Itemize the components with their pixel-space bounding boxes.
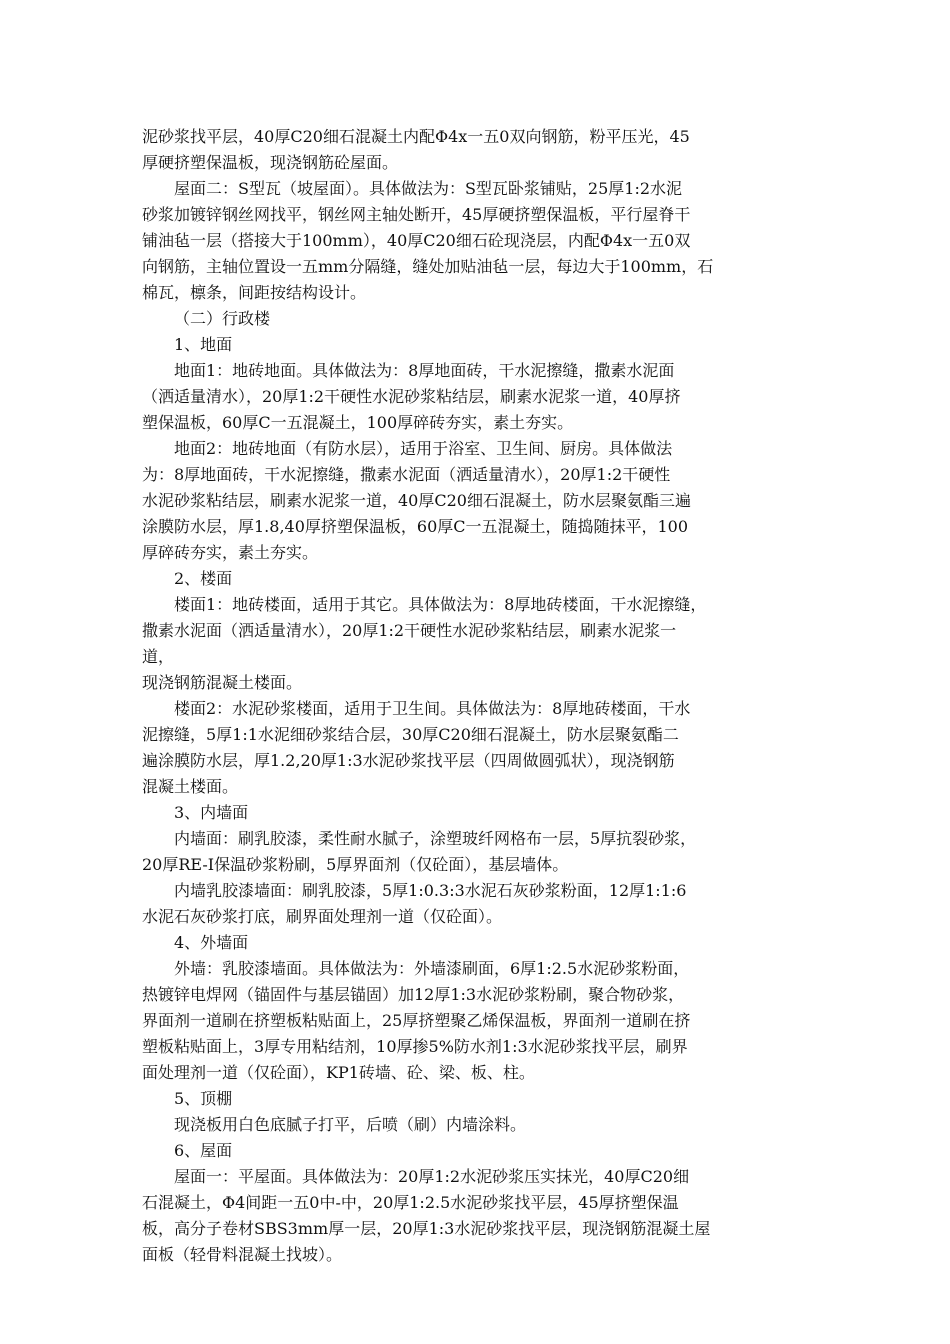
document-body	[142, 124, 812, 1268]
text-line: 屋面二：S型瓦（坡屋面）。具体做法为：S型瓦卧浆铺贴，25厚1:2水泥	[174, 179, 683, 198]
text-line: 道，	[142, 647, 175, 666]
text-line: 遍涂膜防水层，厚1.2,20厚1:3水泥砂浆找平层（四周做圆弧状），现浇钢筋	[142, 751, 675, 770]
text-line: 向钢筋，主轴位置设一五mm分隔缝，缝处加贴油毡一层，每边大于100mm，石	[142, 257, 714, 276]
text-line: 1、地面	[174, 335, 233, 354]
text-line: 地面1：地砖地面。具体做法为：8厚地面砖，干水泥擦缝，撒素水泥面	[174, 361, 675, 380]
text-line: 3、内墙面	[174, 803, 249, 822]
text-line: 石混凝土，Φ4间距一五0中-中，20厚1:2.5水泥砂浆找平层，45厚挤塑保温	[142, 1193, 679, 1212]
text-line: 板，高分子卷材SBS3mm厚一层，20厚1:3水泥砂浆找平层，现浇钢筋混凝土屋	[142, 1219, 711, 1238]
text-line: 屋面一：平屋面。具体做法为：20厚1:2水泥砂浆压实抹光，40厚C20细	[174, 1167, 690, 1186]
text-line: 4、外墙面	[174, 933, 249, 952]
text-line: 水泥砂浆粘结层，刷素水泥浆一道，40厚C20细石混凝土，防水层聚氨酯三遍	[142, 491, 691, 510]
text-line: 6、屋面	[174, 1141, 233, 1160]
text-line: 棉瓦，檩条，间距按结构设计。	[142, 283, 367, 302]
text-line: 泥擦缝，5厚1:1水泥细砂浆结合层，30厚C20细石混凝土，防水层聚氨酯二	[142, 725, 679, 744]
text-line: 地面2：地砖地面（有防水层），适用于浴室、卫生间、厨房。具体做法	[174, 439, 673, 458]
text-line: 界面剂一道刷在挤塑板粘贴面上，25厚挤塑聚乙烯保温板，界面剂一道刷在挤	[142, 1011, 691, 1030]
text-line: 外墙：乳胶漆墙面。具体做法为：外墙漆刷面，6厚1:2.5水泥砂浆粉面，	[174, 959, 690, 978]
text-line: 热镀锌电焊网（锚固件与基层锚固）加12厚1:3水泥砂浆粉刷，聚合物砂浆，	[142, 985, 685, 1004]
text-line: 5、顶棚	[174, 1089, 233, 1108]
text-line: （洒适量清水），20厚1:2干硬性水泥砂浆粘结层，刷素水泥浆一道，40厚挤	[142, 387, 681, 406]
text-line: 内墙乳胶漆墙面：刷乳胶漆，5厚1:0.3:3水泥石灰砂浆粉面，12厚1:1:6	[174, 881, 687, 900]
text-line: 内墙面：刷乳胶漆，柔性耐水腻子，涂塑玻纤网格布一层，5厚抗裂砂浆，	[174, 829, 697, 848]
text-line: （二）行政楼	[174, 309, 271, 328]
text-line: 20厚RE-I保温砂浆粉刷，5厚界面剂（仅砼面），基层墙体。	[142, 855, 569, 874]
text-line: 塑保温板，60厚C一五混凝土，100厚碎砖夯实，素土夯实。	[142, 413, 574, 432]
text-line: 涂膜防水层，厚1.8,40厚挤塑保温板，60厚C一五混凝土，随捣随抹平，100	[142, 517, 689, 536]
text-line: 厚碎砖夯实，素土夯实。	[142, 543, 319, 562]
text-line: 面处理剂一道（仅砼面），KP1砖墙、砼、梁、板、柱。	[142, 1063, 535, 1082]
text-line: 现浇钢筋混凝土楼面。	[142, 673, 303, 692]
text-line: 砂浆加镀锌钢丝网找平，钢丝网主轴处断开，45厚硬挤塑保温板，平行屋脊干	[142, 205, 691, 224]
text-line: 现浇板用白色底腻子打平，后喷（刷）内墙涂料。	[174, 1115, 527, 1134]
text-line: 泥砂浆找平层，40厚C20细石混凝土内配Φ4x一五0双向钢筋，粉平压光，45	[142, 127, 690, 146]
text-line: 面板（轻骨料混凝土找坡）。	[142, 1245, 343, 1264]
text-line: 撒素水泥面（洒适量清水），20厚1:2干硬性水泥砂浆粘结层，刷素水泥浆一	[142, 621, 677, 640]
text-line: 塑板粘贴面上，3厚专用粘结剂，10厚掺5%防水剂1:3水泥砂浆找平层，刷界	[142, 1037, 688, 1056]
text-line: 混凝土楼面。	[142, 777, 239, 796]
text-line: 厚硬挤塑保温板，现浇钢筋砼屋面。	[142, 153, 399, 172]
text-line: 为：8厚地面砖，干水泥擦缝，撒素水泥面（洒适量清水），20厚1:2干硬性	[142, 465, 671, 484]
text-line: 水泥石灰砂浆打底，刷界面处理剂一道（仅砼面）。	[142, 907, 503, 926]
text-line: 楼面1：地砖楼面，适用于其它。具体做法为：8厚地砖楼面，干水泥擦缝，	[174, 595, 707, 614]
text-line: 铺油毡一层（搭接大于100mm），40厚C20细石砼现浇层，内配Φ4x一五0双	[142, 231, 691, 250]
text-line: 楼面2：水泥砂浆楼面，适用于卫生间。具体做法为：8厚地砖楼面，干水	[174, 699, 691, 718]
text-line: 2、楼面	[174, 569, 233, 588]
